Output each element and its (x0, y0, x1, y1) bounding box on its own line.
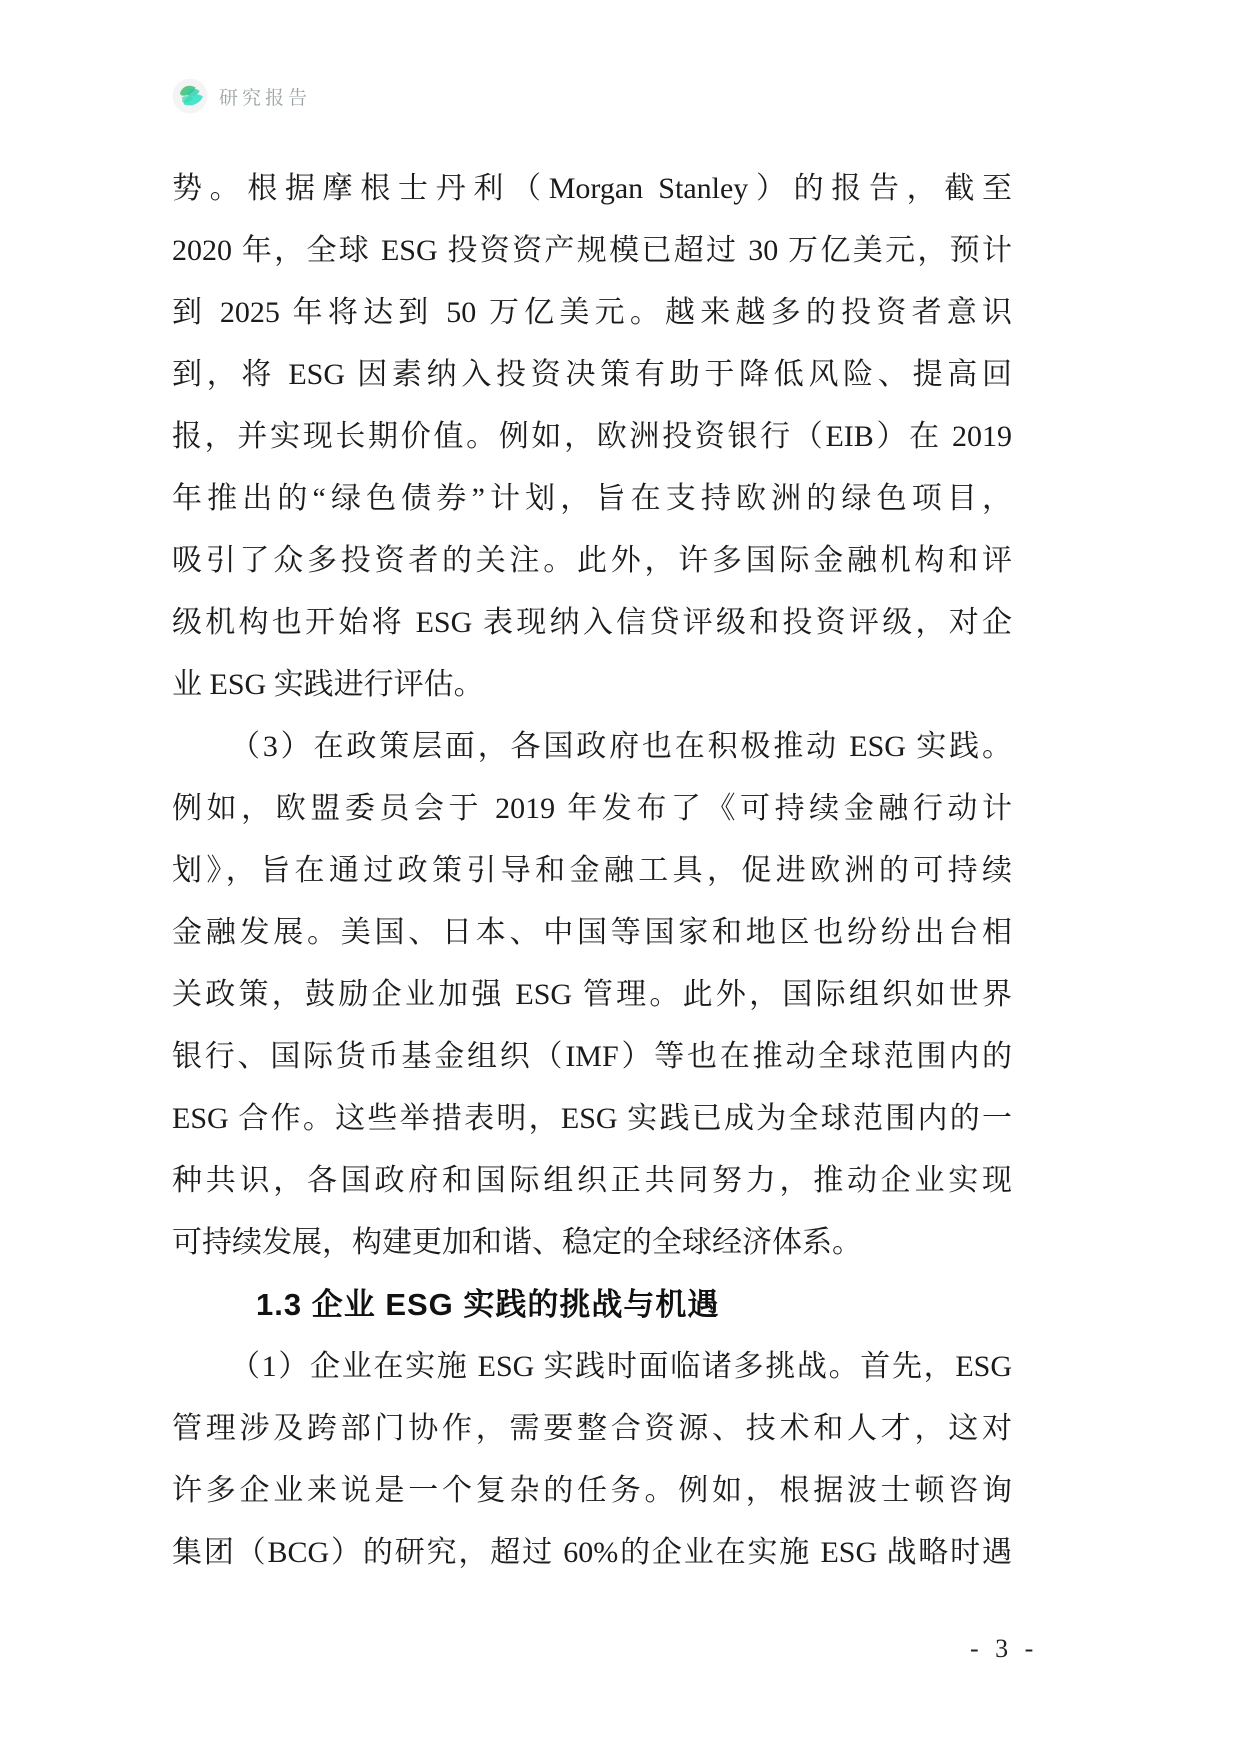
text-line: 报，并实现长期价值。例如，欧洲投资银行（EIB）在 2019 (172, 420, 1012, 453)
text-line: 势。根据摩根士丹利（Morgan Stanley）的报告，截至 (172, 172, 1012, 205)
document-body (172, 158, 1012, 1584)
text-line: 管理涉及跨部门协作，需要整合资源、技术和人才，这对 (172, 1412, 1012, 1445)
text-line: 金融发展。美国、日本、中国等国家和地区也纷纷出台相 (172, 916, 1012, 949)
text-line: 吸引了众多投资者的关注。此外，许多国际金融机构和评 (172, 544, 1012, 577)
page-header (172, 78, 311, 114)
brand-name: 研究报告 (219, 87, 312, 109)
text-line: 2020 年，全球 ESG 投资资产规模已超过 30 万亿美元，预计 (172, 234, 1012, 267)
page-footer (970, 1634, 1038, 1664)
text-line: 关政策，鼓励企业加强 ESG 管理。此外，国际组织如世界 (172, 978, 1012, 1011)
text-line: 许多企业来说是一个复杂的任务。例如，根据波士顿咨询 (172, 1474, 1012, 1507)
text-line: 可持续发展，构建更加和谐、稳定的全球经济体系。 (172, 1226, 862, 1259)
text-line: ESG 合作。这些举措表明，ESG 实践已成为全球范围内的一 (172, 1102, 1012, 1135)
two-leaves-logo-icon (172, 78, 208, 114)
text-line: （3）在政策层面，各国政府也在积极推动 ESG 实践。 (230, 730, 1012, 763)
text-line: 业 ESG 实践进行评估。 (172, 668, 484, 701)
text-line: 种共识，各国政府和国际组织正共同努力，推动企业实现 (172, 1164, 1012, 1197)
text-line: 银行、国际货币基金组织（IMF）等也在推动全球范围内的 (172, 1040, 1012, 1073)
page-number: - 3 - (970, 1634, 1039, 1663)
text-line: 到，将 ESG 因素纳入投资决策有助于降低风险、提高回 (172, 358, 1012, 391)
text-line: 到 2025 年将达到 50 万亿美元。越来越多的投资者意识 (172, 296, 1012, 329)
text-line: （1）企业在实施 ESG 实践时面临诸多挑战。首先，ESG (230, 1350, 1012, 1383)
section-heading: 1.3 企业 ESG 实践的挑战与机遇 (256, 1287, 720, 1322)
text-line: 划》，旨在通过政策引导和金融工具，促进欧洲的可持续 (172, 854, 1012, 887)
text-line: 级机构也开始将 ESG 表现纳入信贷评级和投资评级，对企 (172, 606, 1012, 639)
text-line: 集团（BCG）的研究，超过 60%的企业在实施 ESG 战略时遇 (172, 1536, 1012, 1569)
text-line: 例如，欧盟委员会于 2019 年发布了《可持续金融行动计 (172, 792, 1012, 825)
text-line: 年推出的“绿色债券”计划，旨在支持欧洲的绿色项目， (172, 482, 1012, 515)
